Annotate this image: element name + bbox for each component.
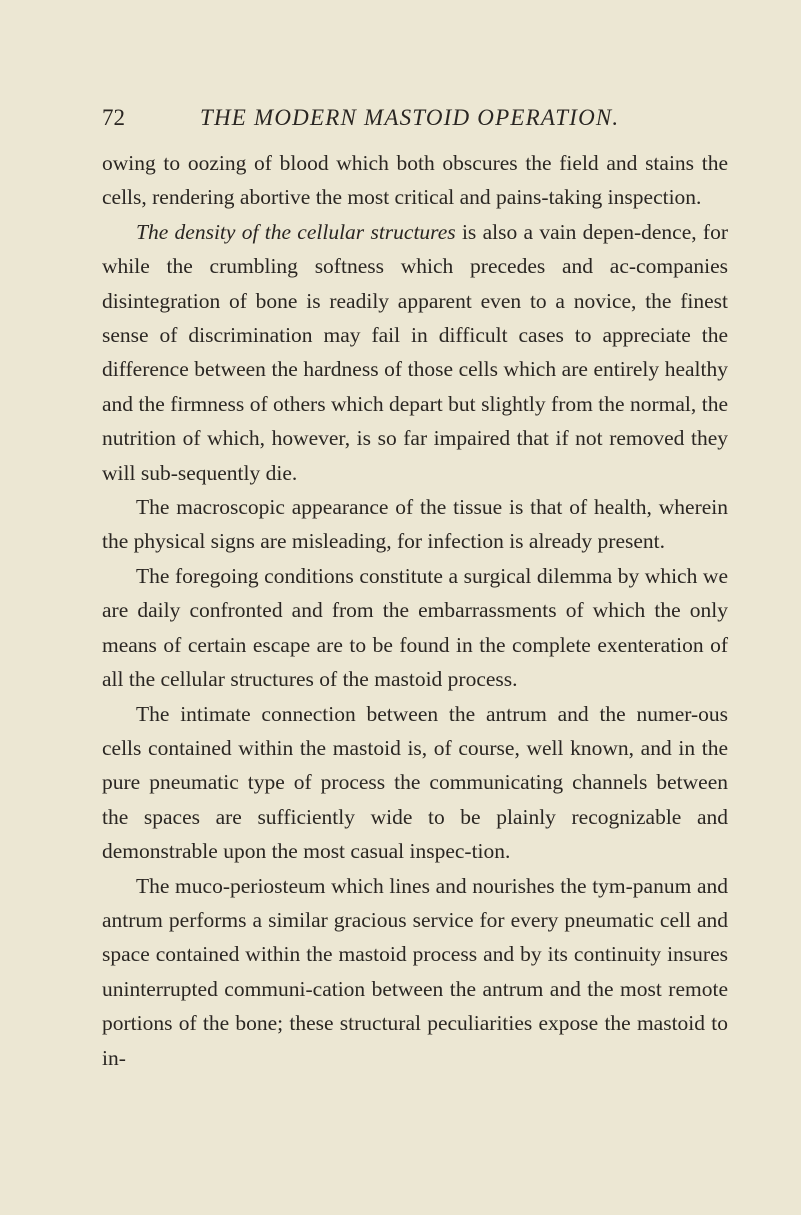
paragraph-2-text: is also a vain depen-dence, for while the crumbling softness which precedes and ac-companies disintegration of bone is readily apparent even to a novice, the finest sense of discrimination may fail in difficult cases to appreciate the difference between the hardness of those cells which are entirely healthy and the firmness of others which depart but slightly from the normal, the nutrition of which, however, is so far impaired that if not removed they will sub-sequently die. (102, 219, 728, 485)
italic-phrase: The density of the cellular structures (136, 219, 456, 244)
paragraph-1: owing to oozing of blood which both obscures the field and stains the cells, rendering abortive the most critical and pains-taking inspection. (102, 151, 728, 210)
running-head (102, 101, 726, 135)
paragraph-5: The intimate connection between the antrum and the numer-ous cells contained within the mastoid is, of course, well known, and in the pure pneumatic type of process the communicating channels between the spaces are sufficiently wide to be plainly recognizable and demonstrable upon the most casual inspec-tion. (102, 701, 728, 864)
paragraph-2 (102, 215, 728, 490)
body-text (102, 146, 728, 1075)
page-number: 72 (102, 105, 125, 130)
paragraph-4: The foregoing conditions constitute a surgical dilemma by which we are daily confronted and from the embarrassments of which the only means of certain escape are to be found in the complete exenteration of all the cellular structures of the mastoid process. (102, 563, 728, 692)
paragraph-6: The muco-periosteum which lines and nourishes the tym-panum and antrum performs a similar gracious service for every pneumatic cell and space contained within the mastoid process and by its continuity insures uninterrupted communi-cation between the antrum and the most remote portions of the bone; these structural peculiarities expose the mastoid to in- (102, 873, 728, 1070)
paragraph-3: The macroscopic appearance of the tissue is that of health, wherein the physical signs are misleading, for infection is already present. (102, 495, 728, 554)
running-title: THE MODERN MASTOID OPERATION. (200, 105, 620, 130)
